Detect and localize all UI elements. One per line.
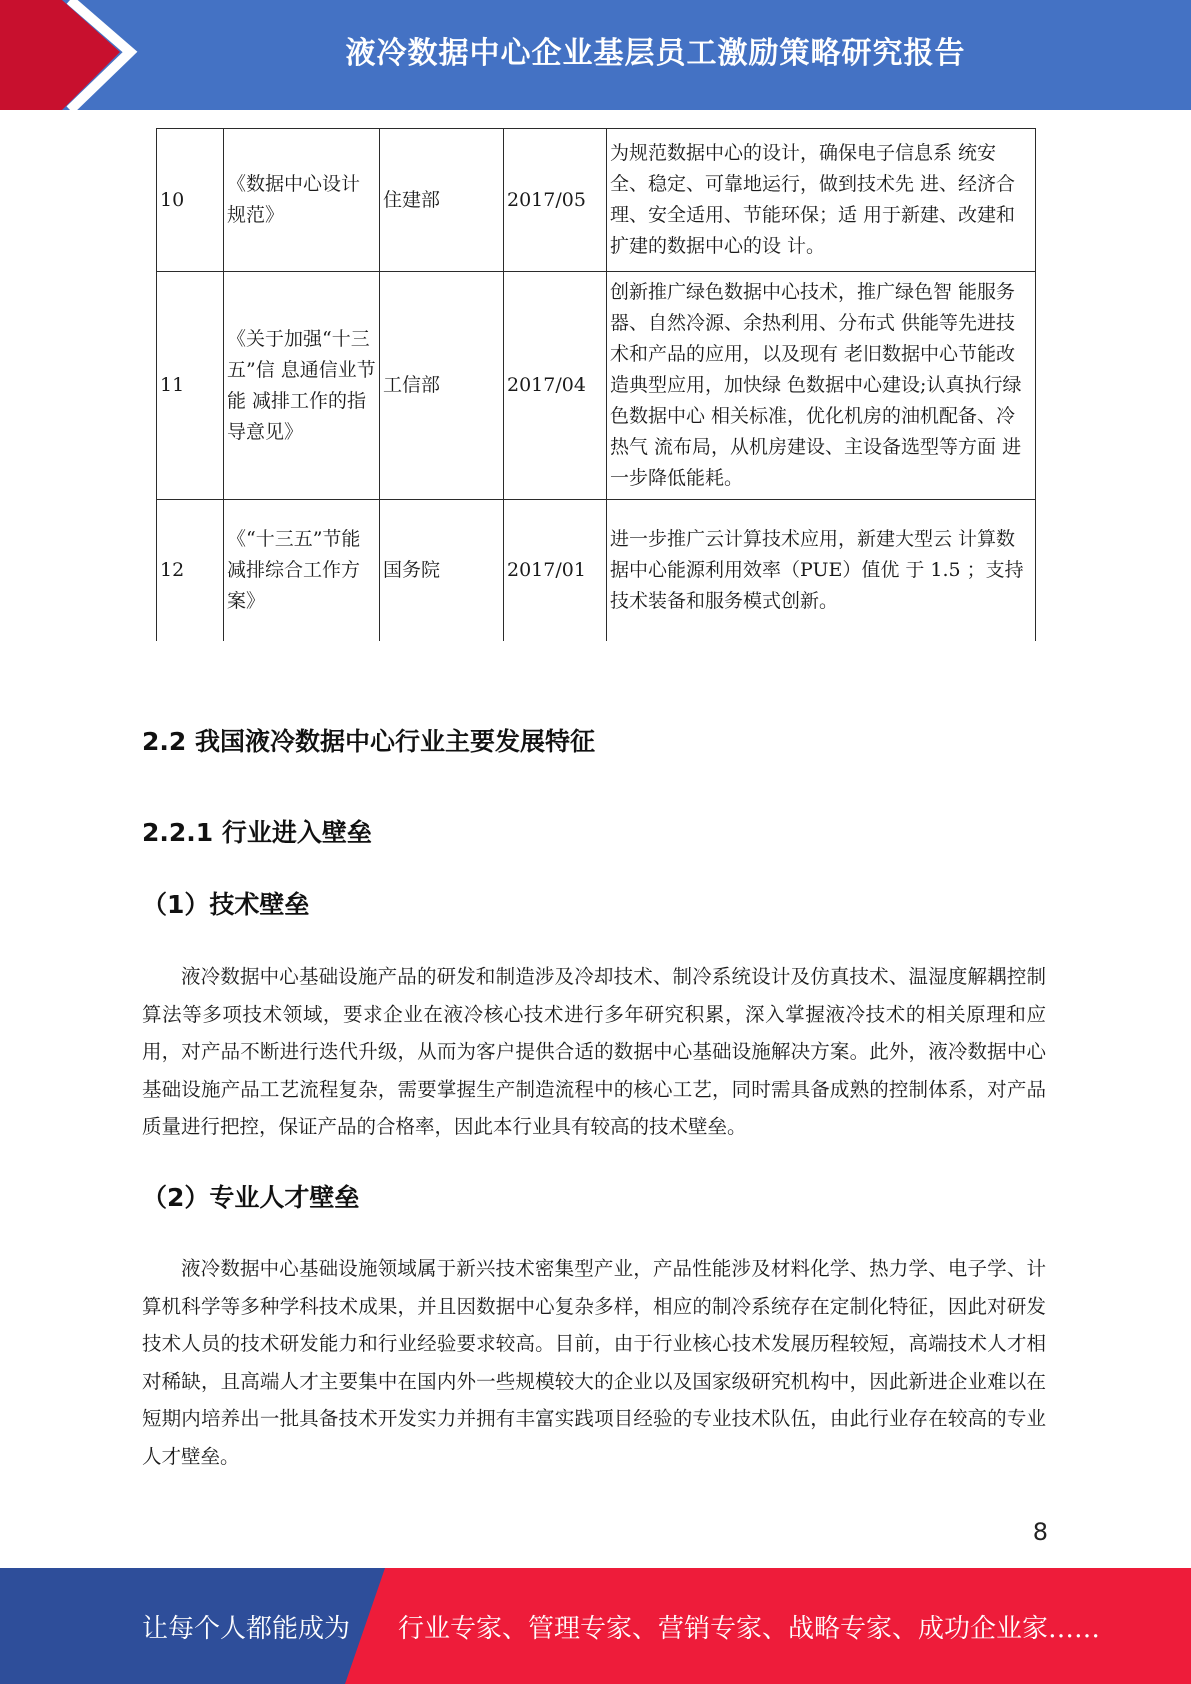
technical-barrier-heading: （1）技术壁垒	[142, 890, 310, 919]
header-red-arrow	[0, 0, 120, 110]
policy-table	[156, 128, 1036, 641]
talent-barrier-paragraph: 液冷数据中心基础设施领域属于新兴技术密集型产业，产品性能涉及材料化学、热力学、电子学、计算机科学等多种学科技术成果，并且因数据中心复杂多样，相应的制冷系统存在定制化特征，因此对研发技术人员的技术研发能力和行业经验要求较高。目前，由于行业核心技术发展历程较短，高端技术人才相对稀缺，且高端人才主要集中在国内外一些规模较大的企业以及国家级研究机构中，因此新进企业难以在短期内培养出一批具备技术开发实力并拥有丰富实践项目经验的专业技术队伍，由此行业存在较高的专业人才壁垒。	[142, 1257, 1046, 1468]
policy-name: 《数据中心设计规范》	[224, 129, 380, 272]
talent-barrier-heading: （2）专业人才壁垒	[142, 1183, 360, 1212]
row-number: 11	[157, 272, 224, 500]
table-row	[157, 272, 1036, 500]
section-heading: 2.2 我国液冷数据中心行业主要发展特征	[142, 727, 595, 756]
row-number: 10	[157, 129, 224, 272]
policy-content: 创新推广绿色数据中心技术，推广绿色智 能服务器、自然冷源、余热利用、分布式 供能等先进技术和产品的应用，以及现有 老旧数据中心节能改造典型应用，加快绿 色数据中心建设;认真执行绿色数据中心 相关标准，优化机房的油机配备、冷热气 流布局，从机房建设、主设备选型等方面 进一步降低能耗。	[607, 272, 1036, 500]
table-row	[157, 129, 1036, 272]
issuing-department: 住建部	[380, 129, 504, 272]
page-number: 8	[1032, 1518, 1048, 1546]
technical-barrier-paragraph: 液冷数据中心基础设施产品的研发和制造涉及冷却技术、制冷系统设计及仿真技术、温湿度解耦控制算法等多项技术领域，要求企业在液冷核心技术进行多年研究积累，深入掌握液冷技术的相关原理和应用，对产品不断进行迭代升级，从而为客户提供合适的数据中心基础设施解决方案。此外，液冷数据中心基础设施产品工艺流程复杂，需要掌握生产制造流程中的核心工艺，同时需具备成熟的控制体系，对产品质量进行把控，保证产品的合格率，因此本行业具有较高的技术壁垒。	[142, 965, 1046, 1138]
policy-content: 为规范数据中心的设计，确保电子信息系 统安全、稳定、可靠地运行，做到技术先 进、经济合理、安全适用、节能环保；适 用于新建、改建和扩建的数据中心的设 计。	[607, 129, 1036, 272]
issuing-department: 国务院	[380, 500, 504, 641]
page-footer	[0, 1568, 1191, 1684]
policy-content: 进一步推广云计算技术应用，新建大型云 计算数据中心能源利用效率（PUE）值优 于 1.5 ；支持技术装备和服务模式创新。	[607, 500, 1036, 641]
table-row	[157, 500, 1036, 641]
row-number: 12	[157, 500, 224, 641]
footer-slogan-right: 行业专家、管理专家、营销专家、战略专家、成功企业家……	[398, 1613, 1101, 1644]
subsection-heading: 2.2.1 行业进入壁垒	[142, 818, 372, 847]
policy-name: 《关于加强“十三五”信 息通信业节能 减排工作的指 导意见》	[224, 272, 380, 500]
report-title: 液冷数据中心企业基层员工激励策略研究报告	[345, 36, 966, 71]
issuing-department: 工信部	[380, 272, 504, 500]
page-header	[0, 0, 1191, 110]
issue-date: 2017/05	[504, 129, 607, 272]
header-arrow-decoration	[0, 0, 200, 110]
issue-date: 2017/01	[504, 500, 607, 641]
policy-name: 《“十三五”节能减排综合工作方案》	[224, 500, 380, 641]
issue-date: 2017/04	[504, 272, 607, 500]
footer-slogan-left: 让每个人都能成为	[142, 1613, 351, 1644]
